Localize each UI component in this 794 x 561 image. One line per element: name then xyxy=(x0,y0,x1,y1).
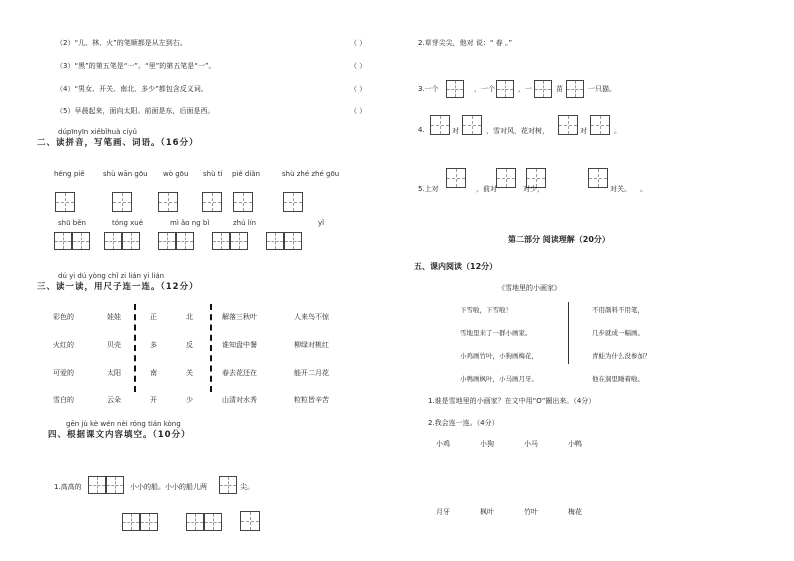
writing-box[interactable] xyxy=(122,232,140,250)
divider xyxy=(210,304,214,392)
writing-box[interactable] xyxy=(588,168,608,188)
poem-line: 雪地里来了一群小画家。 xyxy=(460,329,532,337)
writing-box[interactable] xyxy=(446,168,466,188)
match-picture[interactable]: 竹叶 xyxy=(524,508,538,516)
writing-box[interactable] xyxy=(186,513,204,531)
match-animal[interactable]: 小马 xyxy=(524,440,538,448)
writing-box[interactable] xyxy=(566,80,584,98)
match-picture[interactable]: 月牙 xyxy=(436,508,450,516)
fill-text: 对少， xyxy=(523,185,544,193)
writing-box[interactable] xyxy=(430,115,450,135)
match-verse-a[interactable]: 山清对水秀 xyxy=(222,396,257,404)
section2-title: 二、读拼音，写笔画、词语。（16分） xyxy=(37,138,199,148)
fill-text: 5.上对 xyxy=(418,185,439,193)
pinyin-label: piě diǎn xyxy=(232,170,261,178)
match-antonym-b[interactable]: 北 xyxy=(186,313,193,321)
pinyin-label: wò gōu xyxy=(163,170,189,178)
writing-box[interactable] xyxy=(496,168,516,188)
section2-pinyin: dúpīnyīn xiěbǐhuà cíyǔ xyxy=(58,128,137,136)
writing-box[interactable] xyxy=(176,232,194,250)
match-picture[interactable]: 梅花 xyxy=(568,508,582,516)
writing-box[interactable] xyxy=(112,192,132,212)
poem-line: 几步就成一幅画。 xyxy=(592,329,644,337)
match-verse-a[interactable]: 春去花还在 xyxy=(222,369,257,377)
writing-box[interactable] xyxy=(122,513,140,531)
poem-line: 他在洞里睡着啦。 xyxy=(592,375,644,383)
writing-box[interactable] xyxy=(283,192,303,212)
fill-text: 尖。 xyxy=(240,483,254,491)
match-adjective[interactable]: 雪白的 xyxy=(53,396,74,404)
section4-title: 四、根据课文内容填空。（10分） xyxy=(48,430,191,440)
match-noun[interactable]: 云朵 xyxy=(107,396,121,404)
writing-box[interactable] xyxy=(446,80,464,98)
match-verse-b[interactable]: 人来鸟不惊 xyxy=(294,313,329,321)
reading-q2: 2.我会连一连。（4分） xyxy=(428,419,499,427)
writing-box[interactable] xyxy=(558,115,578,135)
match-verse-a[interactable]: 解落三秋叶 xyxy=(222,313,257,321)
writing-box[interactable] xyxy=(204,513,222,531)
judge-item-4: （4）“男女、开关、南北、多少”都包含反义词。 xyxy=(56,85,208,93)
match-antonym-b[interactable]: 关 xyxy=(186,369,193,377)
match-adjective[interactable]: 可爱的 xyxy=(53,369,74,377)
writing-box[interactable] xyxy=(72,232,90,250)
fill-text: 4. xyxy=(418,126,425,134)
fill-text: 苗 xyxy=(556,85,563,93)
match-verse-b[interactable]: 粒粒皆辛苦 xyxy=(294,396,329,404)
match-noun[interactable]: 太阳 xyxy=(107,369,121,377)
part2-title: 第二部分 阅读理解（20分） xyxy=(508,235,610,244)
fill-text: 1.高高的 xyxy=(54,483,82,491)
pinyin-label: héng piě xyxy=(54,170,85,178)
writing-box[interactable] xyxy=(462,115,482,135)
poem-line: 青蛙为什么没参加？ xyxy=(592,352,651,360)
match-antonym-a[interactable]: 正 xyxy=(150,313,157,321)
fill-text: 。 xyxy=(614,127,621,135)
judge-item-5: （5）早晨起来，面向太阳。前面是东，后面是西。 xyxy=(56,107,215,115)
answer-paren[interactable]: （ ） xyxy=(350,39,367,47)
match-antonym-b[interactable]: 反 xyxy=(186,341,193,349)
pinyin-label: mì ǎo ng bǐ xyxy=(170,219,210,227)
fill-text: ，雪对风，花对树， xyxy=(486,127,549,135)
writing-box[interactable] xyxy=(54,232,72,250)
pinyin-label: shù tí xyxy=(203,170,223,178)
fill-text: 对 xyxy=(580,127,587,135)
pinyin-label: shū běn xyxy=(58,219,86,227)
poem-title: 《雪地里的小画家》 xyxy=(498,284,561,292)
pinyin-label: tóng xué xyxy=(112,219,144,227)
pinyin-label: zhú lín xyxy=(233,219,257,227)
poem-divider xyxy=(568,302,569,364)
writing-box[interactable] xyxy=(88,476,106,494)
fill-text: 3.一个 xyxy=(418,85,439,93)
poem-line: 小鸡画竹叶，小狗画梅花， xyxy=(460,352,538,360)
match-animal[interactable]: 小鸡 xyxy=(436,440,450,448)
writing-box[interactable] xyxy=(104,232,122,250)
writing-box[interactable] xyxy=(534,80,552,98)
section4-pinyin: gēn jù kè wén nèi róng tián kòng xyxy=(66,420,181,428)
match-antonym-a[interactable]: 多 xyxy=(150,341,157,349)
fill-text: ，一 xyxy=(518,85,532,93)
match-antonym-b[interactable]: 少 xyxy=(186,396,193,404)
writing-box[interactable] xyxy=(233,192,253,212)
answer-paren[interactable]: （ ） xyxy=(350,107,367,115)
section5-title: 五、课内阅读（12分） xyxy=(414,262,498,271)
poem-line: 不用颜料不用笔， xyxy=(592,306,644,314)
fill-text: 小小的船。小小的船儿两 xyxy=(130,483,207,491)
match-noun[interactable]: 贝壳 xyxy=(107,341,121,349)
writing-box[interactable] xyxy=(158,192,178,212)
match-animal[interactable]: 小鸭 xyxy=(568,440,582,448)
writing-box[interactable] xyxy=(284,232,302,250)
writing-box[interactable] xyxy=(106,476,124,494)
poem-line: 下雪啦，下雪啦！ xyxy=(460,306,512,314)
fill-text: 。 xyxy=(640,185,647,193)
match-picture[interactable]: 枫叶 xyxy=(480,508,494,516)
writing-box[interactable] xyxy=(240,511,260,531)
match-noun[interactable]: 娃娃 xyxy=(107,313,121,321)
writing-box[interactable] xyxy=(140,513,158,531)
judge-item-3: （3）“黑”的第五笔是“一”。“里”的第五笔是“一”。 xyxy=(56,62,216,70)
answer-paren[interactable]: （ ） xyxy=(350,62,367,70)
section3-title: 三、读一读，用尺子连一连。（12分） xyxy=(37,282,199,292)
match-verse-b[interactable]: 柳绿对桃红 xyxy=(294,341,329,349)
writing-box[interactable] xyxy=(219,476,237,494)
match-animal[interactable]: 小狗 xyxy=(480,440,494,448)
writing-box[interactable] xyxy=(266,232,284,250)
divider xyxy=(134,304,138,392)
writing-box[interactable] xyxy=(590,115,610,135)
match-verse-b[interactable]: 能开二月花 xyxy=(294,369,329,377)
writing-box[interactable] xyxy=(496,80,514,98)
writing-box[interactable] xyxy=(55,192,75,212)
match-antonym-a[interactable]: 南 xyxy=(150,369,157,377)
fill-text: ，一个 xyxy=(474,85,495,93)
poem-line: 小鸭画枫叶，小马画月牙。 xyxy=(460,375,538,383)
writing-box[interactable] xyxy=(202,192,222,212)
fill-q2: 2.草芽尖尖，他对 说：“ 春 。” xyxy=(418,39,513,47)
match-adjective[interactable]: 彩色的 xyxy=(53,313,74,321)
judge-item-2: （2）“儿、林、火”的笔顺都是从左到右。 xyxy=(56,39,187,47)
fill-text: 一只猫。 xyxy=(588,85,616,93)
fill-text: 对 xyxy=(452,127,459,135)
writing-box[interactable] xyxy=(230,232,248,250)
match-verse-a[interactable]: 谁知盘中餐 xyxy=(222,341,257,349)
writing-box[interactable] xyxy=(158,232,176,250)
answer-paren[interactable]: （ ） xyxy=(350,85,367,93)
section3-pinyin: dú yi dú yòng chǐ zi lián yi lián xyxy=(58,272,165,280)
reading-q1: 1.谁是雪地里的小画家？在文中用“O”圈出来。（4分） xyxy=(428,397,596,405)
match-antonym-a[interactable]: 开 xyxy=(150,396,157,404)
fill-text: 对关。 xyxy=(610,185,631,193)
match-adjective[interactable]: 火红的 xyxy=(53,341,74,349)
pinyin-label: shù zhé zhé gōu xyxy=(282,170,340,178)
writing-box[interactable] xyxy=(212,232,230,250)
pinyin-label: yǐ xyxy=(318,219,325,227)
fill-text: ，前对 xyxy=(476,185,497,193)
pinyin-label: shù wān gōu xyxy=(103,170,148,178)
